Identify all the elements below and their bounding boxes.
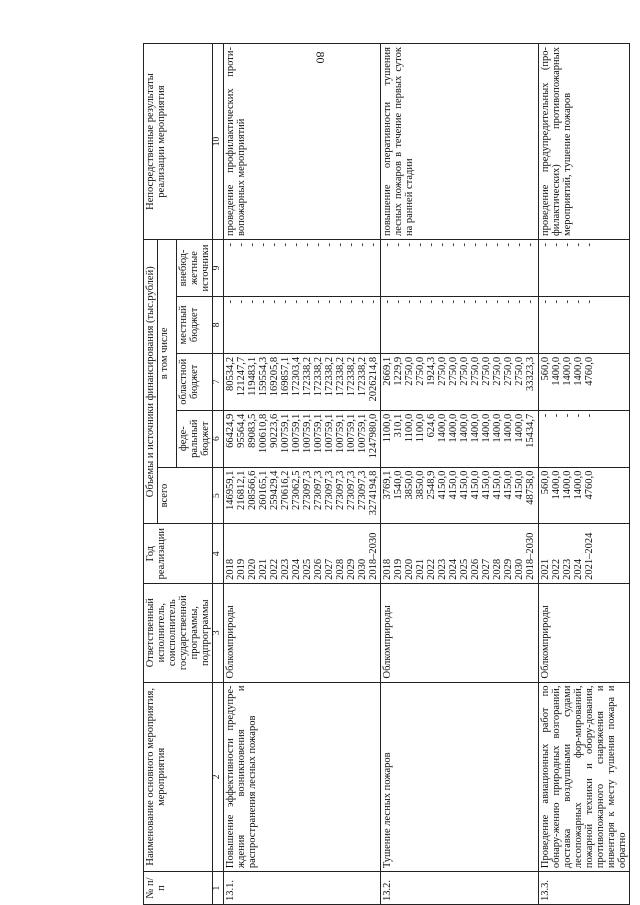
extra-value: - bbox=[225, 243, 237, 247]
regional-value: 2750,0 bbox=[503, 356, 515, 386]
federal-value: 15434,7 bbox=[525, 413, 537, 448]
federal-value: 1247980,0 bbox=[368, 413, 380, 459]
local-value: - bbox=[324, 299, 336, 304]
extra-value: - bbox=[258, 243, 270, 247]
extra-value: - bbox=[492, 243, 504, 247]
years-value: 2021 bbox=[539, 558, 551, 580]
local-value: - bbox=[258, 299, 270, 304]
regional-value: 169857,1 bbox=[280, 356, 292, 397]
extra-value: - bbox=[503, 243, 515, 247]
extra-value: - bbox=[550, 243, 562, 247]
total-value: 4150,0 bbox=[514, 470, 526, 500]
regional-value: 172303,4 bbox=[291, 356, 303, 397]
total-value: 1400,0 bbox=[561, 470, 573, 500]
federal-cell bbox=[538, 410, 629, 467]
federal-value: 1400,0 bbox=[437, 413, 449, 443]
column-number: 1 bbox=[213, 872, 224, 905]
regional-value: 2750,0 bbox=[470, 356, 482, 386]
total-value: 2548,9 bbox=[426, 470, 438, 500]
total-value: 4150,0 bbox=[448, 470, 460, 500]
regional-value: 1400,0 bbox=[572, 356, 584, 386]
local-value: - bbox=[503, 299, 515, 304]
regional-value: 2750,0 bbox=[404, 356, 416, 386]
measure-name: Повышение эффективности предупре-ждения возникновения и распространения лесных пожаров bbox=[224, 682, 381, 872]
years-value: 2020 bbox=[404, 558, 416, 580]
column-number: 7 bbox=[213, 353, 224, 410]
header-total: всего bbox=[158, 467, 213, 524]
regional-value: 121247,7 bbox=[236, 356, 248, 397]
total-value: 273097,3 bbox=[324, 470, 336, 510]
federal-value: 100759,1 bbox=[302, 413, 314, 454]
header-regional: областной бюджет bbox=[177, 353, 213, 410]
regional-cell bbox=[224, 353, 381, 410]
federal-value: 624,6 bbox=[426, 413, 438, 438]
extra-value: - bbox=[357, 243, 369, 247]
total-value: 273097,3 bbox=[335, 470, 347, 510]
federal-value: 100759,1 bbox=[313, 413, 325, 454]
total-value: 270616,2 bbox=[280, 470, 292, 510]
years-value: 2022 bbox=[269, 558, 281, 580]
federal-value: 1100,0 bbox=[382, 413, 394, 443]
total-value: 4150,0 bbox=[481, 470, 493, 500]
extra-value: - bbox=[404, 243, 416, 247]
federal-cell bbox=[381, 410, 538, 467]
extra-cell bbox=[224, 240, 381, 297]
regional-value: 80534,2 bbox=[225, 356, 237, 391]
total-value: 273097,3 bbox=[302, 470, 314, 510]
total-value: 260165,1 bbox=[258, 470, 270, 510]
extra-value: - bbox=[382, 243, 394, 247]
local-value: - bbox=[583, 299, 595, 304]
local-value: - bbox=[280, 299, 292, 304]
local-value: - bbox=[247, 299, 259, 304]
header-name: Наименование основного мероприятия, мероприятия bbox=[144, 682, 213, 872]
years-value: 2019 bbox=[393, 558, 405, 580]
regional-value: 560,0 bbox=[539, 356, 551, 381]
extra-value: - bbox=[280, 243, 292, 247]
federal-value: 1400,0 bbox=[448, 413, 460, 443]
regional-value: 2750,0 bbox=[459, 356, 471, 386]
years-value: 2026 bbox=[313, 558, 325, 580]
years-value: 2029 bbox=[346, 558, 358, 580]
rotated-table-sheet bbox=[143, 47, 628, 905]
years-value: 2027 bbox=[481, 558, 493, 580]
years-value: 2018 bbox=[382, 558, 394, 580]
regional-value: 119483,1 bbox=[247, 356, 259, 396]
extra-cell bbox=[538, 240, 629, 297]
column-number: 3 bbox=[213, 583, 224, 682]
regional-value: 172338,2 bbox=[357, 356, 369, 397]
extra-value: - bbox=[539, 243, 551, 247]
local-value: - bbox=[404, 299, 416, 304]
extra-value: - bbox=[291, 243, 303, 247]
local-value: - bbox=[437, 299, 449, 304]
header-local: местный бюджет bbox=[177, 296, 213, 353]
local-value: - bbox=[236, 299, 248, 304]
federal-value: 100759,1 bbox=[346, 413, 358, 454]
table-row bbox=[538, 44, 629, 905]
regional-value: 169205,8 bbox=[269, 356, 281, 397]
years-value: 2022 bbox=[550, 558, 562, 580]
extra-value: - bbox=[324, 243, 336, 247]
column-number: 9 bbox=[213, 240, 224, 297]
years-value: 2018 bbox=[225, 558, 237, 580]
federal-value: 100759,1 bbox=[335, 413, 347, 454]
total-value: 560,0 bbox=[539, 470, 551, 495]
local-cell bbox=[381, 296, 538, 353]
extra-value: - bbox=[346, 243, 358, 247]
total-value: 273097,3 bbox=[357, 470, 369, 510]
years-value: 2030 bbox=[357, 558, 369, 580]
regional-value: 1924,3 bbox=[426, 356, 438, 386]
extra-value: - bbox=[335, 243, 347, 247]
regional-value: 4760,0 bbox=[583, 356, 595, 386]
total-value: 48758,0 bbox=[525, 470, 537, 505]
row-number: 13.1. bbox=[224, 872, 381, 905]
years-value: 2024 bbox=[448, 558, 460, 580]
local-value: - bbox=[382, 299, 394, 304]
total-value: 273097,3 bbox=[313, 470, 325, 510]
column-number: 8 bbox=[213, 296, 224, 353]
header-year: Год реализации bbox=[144, 524, 213, 583]
total-value: 1400,0 bbox=[572, 470, 584, 500]
federal-value: - bbox=[539, 413, 551, 418]
total-cell bbox=[538, 467, 629, 524]
local-cell bbox=[538, 296, 629, 353]
row-number: 13.3. bbox=[538, 872, 629, 905]
regional-value: 172338,2 bbox=[313, 356, 325, 397]
years-value: 2026 bbox=[470, 558, 482, 580]
column-number: 2 bbox=[213, 682, 224, 872]
extra-value: - bbox=[302, 243, 314, 247]
total-value: 3274194,8 bbox=[368, 470, 380, 516]
total-value: 4150,0 bbox=[459, 470, 471, 500]
extra-value: - bbox=[269, 243, 281, 247]
local-value: - bbox=[459, 299, 471, 304]
regional-value: 2669,1 bbox=[382, 356, 394, 386]
header-extra: внебюд-жетные источники bbox=[177, 240, 213, 297]
years-value: 2024 bbox=[572, 558, 584, 580]
header-executor: Ответственный исполнитель, соисполнитель государственной программы, подпрограммы bbox=[144, 583, 213, 682]
years-value: 2028 bbox=[492, 558, 504, 580]
years-value: 2023 bbox=[437, 558, 449, 580]
years-value: 2019 bbox=[236, 558, 248, 580]
regional-value: 1400,0 bbox=[550, 356, 562, 386]
table-row bbox=[381, 44, 538, 905]
federal-value: 1400,0 bbox=[514, 413, 526, 443]
extra-value: - bbox=[415, 243, 427, 247]
federal-value: 1400,0 bbox=[492, 413, 504, 443]
years-value: 2018–2030 bbox=[368, 532, 380, 580]
extra-value: - bbox=[481, 243, 493, 247]
result-cell: повышение оперативности тушения лесных пожаров в течение первых суток на ранней стадии bbox=[381, 44, 538, 240]
years-cell bbox=[381, 524, 538, 583]
total-cell bbox=[381, 467, 538, 524]
financing-table bbox=[143, 43, 630, 905]
total-value: 4150,0 bbox=[503, 470, 515, 500]
federal-value: - bbox=[572, 413, 584, 418]
local-cell bbox=[224, 296, 381, 353]
local-value: - bbox=[393, 299, 405, 304]
years-value: 2029 bbox=[503, 558, 515, 580]
federal-value: 100759,1 bbox=[357, 413, 369, 454]
total-value: 1540,0 bbox=[393, 470, 405, 500]
regional-cell bbox=[381, 353, 538, 410]
table-row bbox=[224, 44, 381, 905]
regional-cell bbox=[538, 353, 629, 410]
federal-cell bbox=[224, 410, 381, 467]
regional-value: 172338,2 bbox=[302, 356, 314, 397]
years-value: 2020 bbox=[247, 558, 259, 580]
local-value: - bbox=[269, 299, 281, 304]
federal-value: 100759,1 bbox=[291, 413, 303, 454]
regional-value: 1400,0 bbox=[561, 356, 573, 386]
column-number: 6 bbox=[213, 410, 224, 467]
federal-value: 100759,1 bbox=[280, 413, 292, 454]
federal-value: - bbox=[561, 413, 573, 418]
regional-value: 172338,2 bbox=[346, 356, 358, 397]
years-value: 2027 bbox=[324, 558, 336, 580]
regional-value: 1229,9 bbox=[393, 356, 405, 386]
header-including: в том числе bbox=[158, 240, 177, 468]
local-value: - bbox=[448, 299, 460, 304]
extra-value: - bbox=[426, 243, 438, 247]
total-value: 273097,3 bbox=[346, 470, 358, 510]
years-value: 2021 bbox=[415, 558, 427, 580]
years-value: 2018–2030 bbox=[525, 532, 537, 580]
extra-value: - bbox=[583, 243, 595, 247]
years-value: 2025 bbox=[302, 558, 314, 580]
result-cell: проведение профилактических проти-вопожарных мероприятий bbox=[224, 44, 381, 240]
local-value: - bbox=[225, 299, 237, 304]
header-result: Непосредственные результаты реализации мероприятия bbox=[144, 44, 213, 240]
federal-value: 310,1 bbox=[393, 413, 405, 438]
extra-value: - bbox=[448, 243, 460, 247]
regional-value: 2750,0 bbox=[448, 356, 460, 386]
extra-value: - bbox=[459, 243, 471, 247]
total-value: 3850,0 bbox=[404, 470, 416, 500]
extra-value: - bbox=[368, 243, 380, 247]
local-value: - bbox=[313, 299, 325, 304]
total-value: 4150,0 bbox=[470, 470, 482, 500]
extra-value: - bbox=[247, 243, 259, 247]
years-cell bbox=[224, 524, 381, 583]
extra-value: - bbox=[561, 243, 573, 247]
federal-value: 100610,8 bbox=[258, 413, 270, 454]
total-value: 4150,0 bbox=[492, 470, 504, 500]
federal-value: 1400,0 bbox=[470, 413, 482, 443]
regional-value: 172338,2 bbox=[335, 356, 347, 397]
federal-value: - bbox=[550, 413, 562, 418]
years-value: 2028 bbox=[335, 558, 347, 580]
total-value: 259429,4 bbox=[269, 470, 281, 510]
extra-value: - bbox=[437, 243, 449, 247]
regional-value: 2750,0 bbox=[481, 356, 493, 386]
years-value: 2030 bbox=[514, 558, 526, 580]
header-federal: феде-ральный бюджет bbox=[177, 410, 213, 467]
extra-value: - bbox=[514, 243, 526, 247]
local-value: - bbox=[470, 299, 482, 304]
years-value: 2024 bbox=[291, 558, 303, 580]
executor-cell: Облкомприроды bbox=[538, 583, 629, 682]
local-value: - bbox=[539, 299, 551, 304]
years-value: 2022 bbox=[426, 558, 438, 580]
extra-value: - bbox=[393, 243, 405, 247]
total-value: 1400,0 bbox=[550, 470, 562, 500]
column-number: 5 bbox=[213, 467, 224, 524]
federal-value: 1100,0 bbox=[415, 413, 427, 443]
measure-name: Проведение авиационных работ по обнару-жению природных возгораний, доставка воздушными судами лесопожарных фор-мирований, пожарной техники и обору-дования, противопожарного снаряжения и инвентаря к месту тушения пожара и обратно bbox=[538, 682, 629, 872]
executor-cell: Облкомприроды bbox=[381, 583, 538, 682]
column-number: 10 bbox=[213, 44, 224, 240]
extra-cell bbox=[381, 240, 538, 297]
local-value: - bbox=[561, 299, 573, 304]
local-value: - bbox=[525, 299, 537, 304]
local-value: - bbox=[291, 299, 303, 304]
federal-value: 89083,5 bbox=[247, 413, 259, 448]
measure-name: Тушение лесных пожаров bbox=[381, 682, 538, 872]
page-number: 80 bbox=[313, 51, 328, 64]
row-number: 13.2. bbox=[381, 872, 538, 905]
total-value: 216812,1 bbox=[236, 470, 248, 510]
table-body bbox=[224, 44, 630, 905]
extra-value: - bbox=[236, 243, 248, 247]
local-value: - bbox=[368, 299, 380, 304]
years-value: 2021–2024 bbox=[583, 532, 595, 580]
years-cell bbox=[538, 524, 629, 583]
local-value: - bbox=[572, 299, 584, 304]
federal-value: 66424,9 bbox=[225, 413, 237, 448]
extra-value: - bbox=[572, 243, 584, 247]
header-volumes: Объемы и источники финансирования (тыс.рублей) bbox=[144, 240, 158, 524]
local-value: - bbox=[492, 299, 504, 304]
result-cell: проведение предупредительных (про-филактических) противопожарных мероприятий, тушение пожаров bbox=[538, 44, 629, 240]
total-value: 273062,5 bbox=[291, 470, 303, 510]
regional-value: 2750,0 bbox=[492, 356, 504, 386]
column-number-row bbox=[213, 44, 224, 905]
column-number: 4 bbox=[213, 524, 224, 583]
regional-value: 159554,3 bbox=[258, 356, 270, 397]
regional-value: 172338,2 bbox=[324, 356, 336, 397]
total-value: 4150,0 bbox=[437, 470, 449, 500]
years-value: 2021 bbox=[258, 558, 270, 580]
local-value: - bbox=[346, 299, 358, 304]
local-value: - bbox=[481, 299, 493, 304]
total-value: 146959,1 bbox=[225, 470, 237, 510]
total-value: 3850,0 bbox=[415, 470, 427, 500]
total-value: 3769,1 bbox=[382, 470, 394, 500]
executor-cell: Облкомприроды bbox=[224, 583, 381, 682]
header-no: № п/п bbox=[144, 872, 213, 905]
years-value: 2025 bbox=[459, 558, 471, 580]
regional-value: 2750,0 bbox=[514, 356, 526, 386]
total-value: 208566,6 bbox=[247, 470, 259, 510]
federal-value: 95564,4 bbox=[236, 413, 248, 448]
local-value: - bbox=[550, 299, 562, 304]
local-value: - bbox=[335, 299, 347, 304]
federal-value: 1400,0 bbox=[481, 413, 493, 443]
local-value: - bbox=[302, 299, 314, 304]
federal-value: 100759,1 bbox=[324, 413, 336, 454]
regional-value: 33323,3 bbox=[525, 356, 537, 391]
regional-value: 2026214,8 bbox=[368, 356, 380, 402]
extra-value: - bbox=[525, 243, 537, 247]
extra-value: - bbox=[313, 243, 325, 247]
extra-value: - bbox=[470, 243, 482, 247]
local-value: - bbox=[357, 299, 369, 304]
federal-value: 1400,0 bbox=[459, 413, 471, 443]
years-value: 2023 bbox=[561, 558, 573, 580]
total-value: 4760,0 bbox=[583, 470, 595, 500]
regional-value: 2750,0 bbox=[415, 356, 427, 386]
federal-value: 90223,6 bbox=[269, 413, 281, 448]
local-value: - bbox=[514, 299, 526, 304]
federal-value: - bbox=[583, 413, 595, 418]
years-value: 2023 bbox=[280, 558, 292, 580]
regional-value: 2750,0 bbox=[437, 356, 449, 386]
total-cell bbox=[224, 467, 381, 524]
federal-value: 1400,0 bbox=[503, 413, 515, 443]
local-value: - bbox=[426, 299, 438, 304]
local-value: - bbox=[415, 299, 427, 304]
federal-value: 1100,0 bbox=[404, 413, 416, 443]
